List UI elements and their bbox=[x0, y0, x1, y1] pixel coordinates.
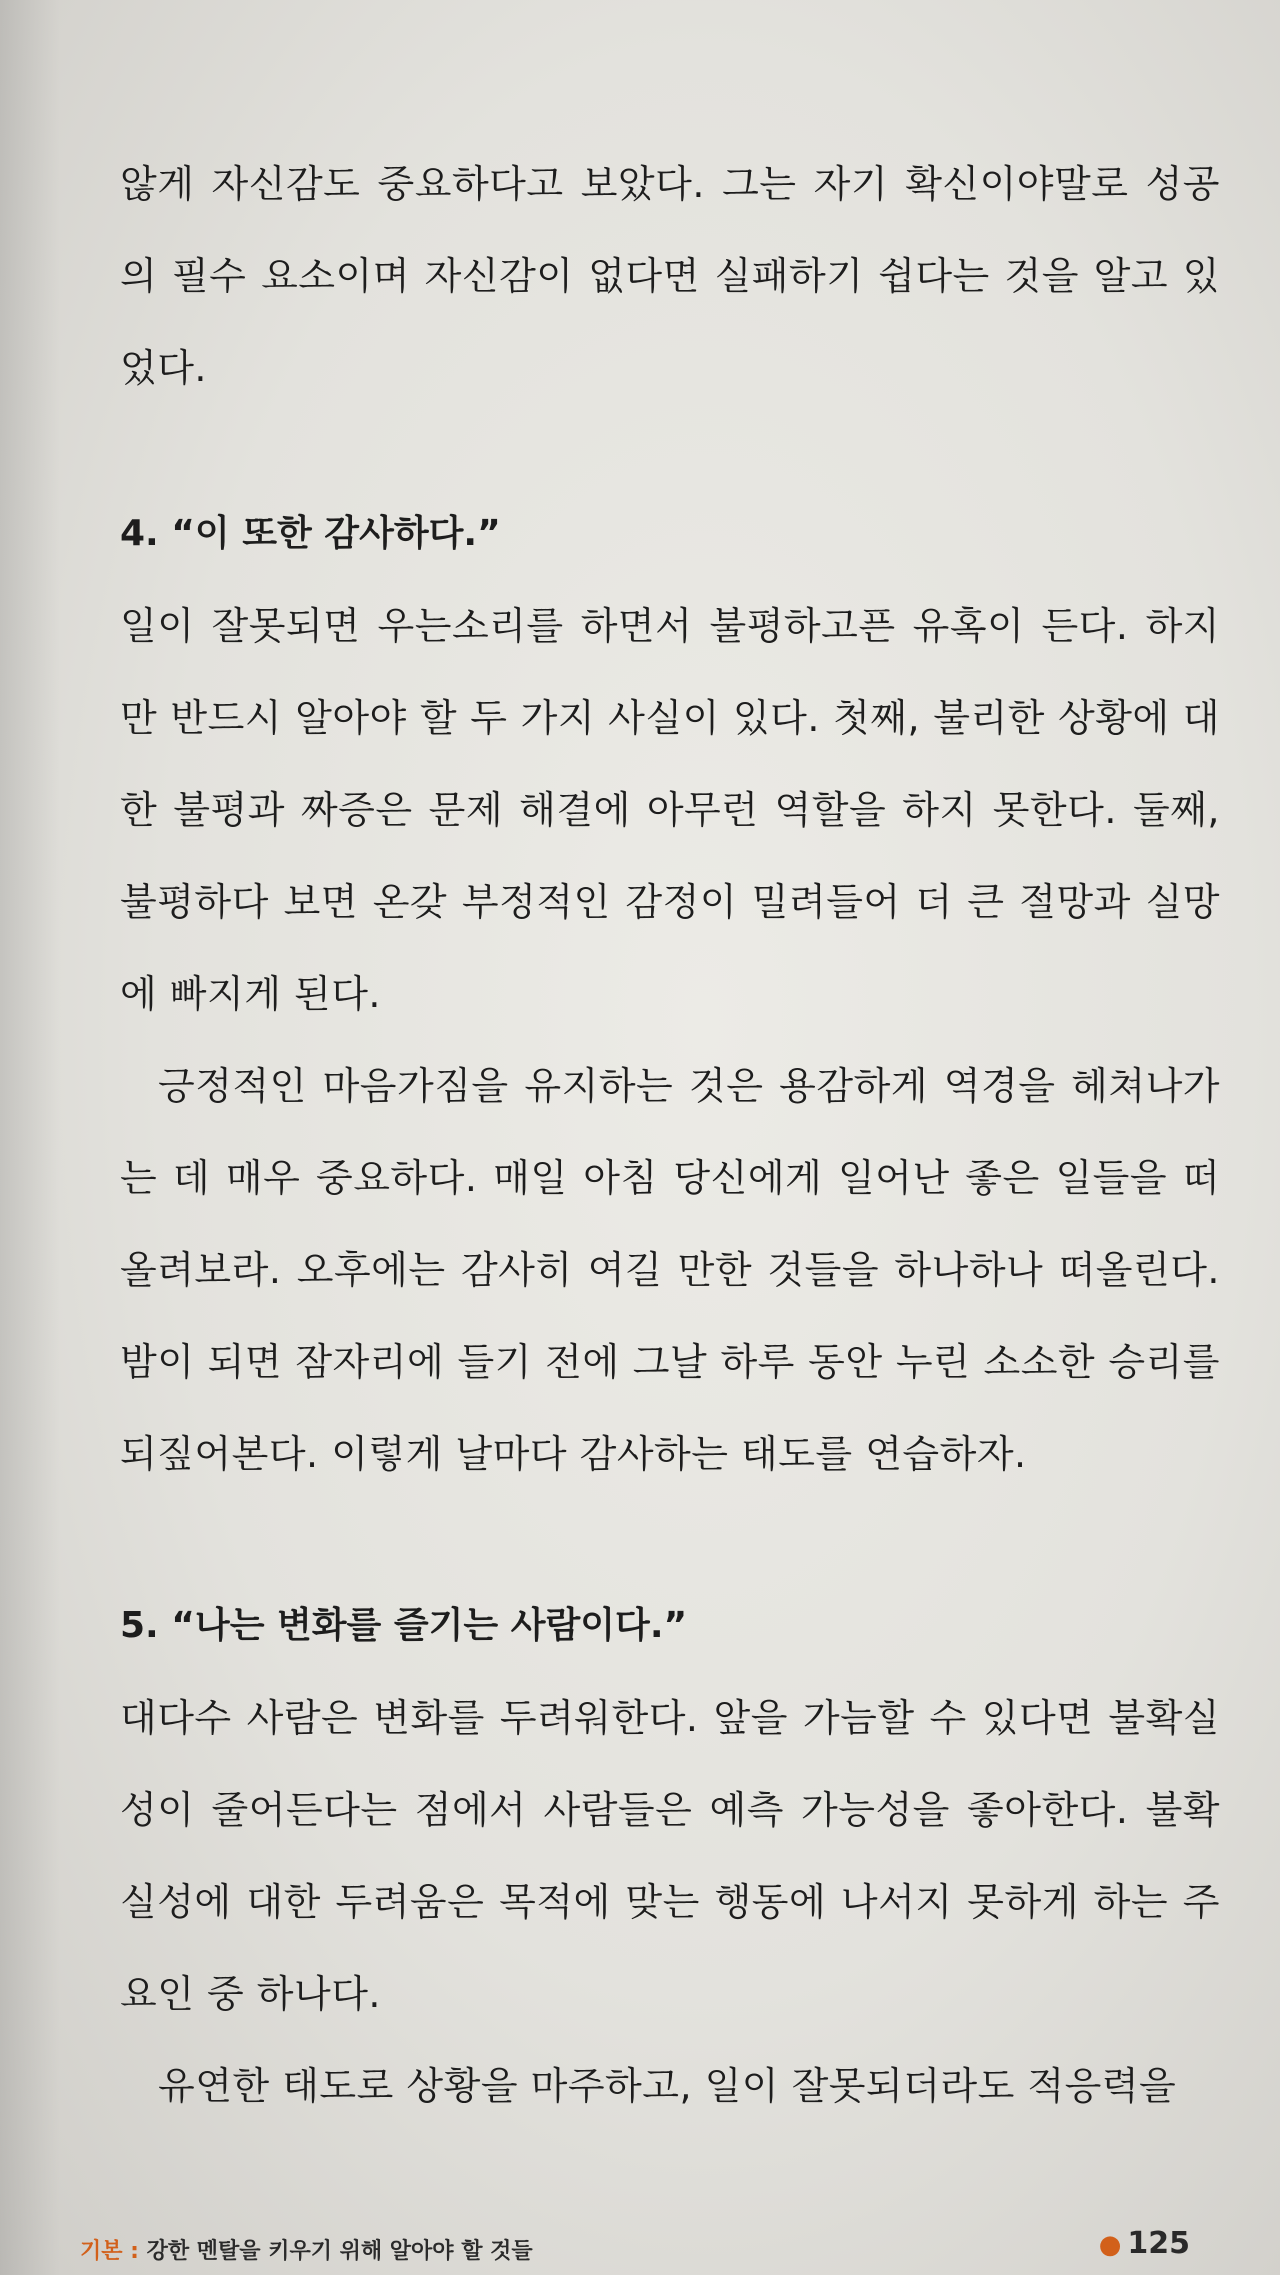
section-5-heading: 5. “나는 변화를 즐기는 사람이다.” bbox=[120, 1605, 688, 1646]
intro-paragraph: 않게 자신감도 중요하다고 보았다. 그는 자기 확신이야말로 성공의 필수 요소이며 자신감이 없다면 실패하기 쉽다는 것을 알고 있었다. bbox=[120, 162, 1220, 390]
page-number-bullet-icon: ● bbox=[1098, 2230, 1122, 2260]
page-footer bbox=[80, 2226, 1190, 2266]
running-footer bbox=[80, 2234, 533, 2265]
page-number-block bbox=[1099, 2226, 1190, 2261]
section-4-paragraph-1: 일이 잘못되면 우는소리를 하면서 불평하고픈 유혹이 든다. 하지만 반드시 알아야 할 두 가지 사실이 있다. 첫째, 불리한 상황에 대한 불평과 짜증은 문제 해결에 아무런 역할을 하지 못한다. 둘째, 불평하다 보면 온갖 부정적인 감정이 밀려들어 더 큰 절망과 실망에 빠지게 된다. bbox=[120, 604, 1220, 1016]
section-5-paragraph-1: 대다수 사람은 변화를 두려워한다. 앞을 가늠할 수 있다면 불확실성이 줄어든다는 점에서 사람들은 예측 가능성을 좋아한다. 불확실성에 대한 두려움은 목적에 맞는 행동에 나서지 못하게 하는 주요인 중 하나다. bbox=[120, 1696, 1220, 2016]
section-4-heading: 4. “이 또한 감사하다.” bbox=[120, 513, 501, 554]
page-number: 125 bbox=[1127, 2226, 1190, 2261]
footer-chapter-title: 강한 멘탈을 키우기 위해 알아야 할 것들 bbox=[146, 2239, 533, 2264]
section-4-paragraph-2: 긍정적인 마음가짐을 유지하는 것은 용감하게 역경을 헤쳐나가는 데 매우 중요하다. 매일 아침 당신에게 일어난 좋은 일들을 떠올려보라. 오후에는 감사히 여길 만한 것들을 하나하나 떠올린다. 밤이 되면 잠자리에 들기 전에 그날 하루 동안 누린 소소한 승리를 되짚어본다. 이렇게 날마다 감사하는 태도를 연습하자. bbox=[120, 1064, 1220, 1476]
footer-section-label: 기본 : bbox=[80, 2239, 139, 2264]
page-gutter-shadow bbox=[0, 0, 60, 2275]
section-5-paragraph-2: 유연한 태도로 상황을 마주하고, 일이 잘못되더라도 적응력을 bbox=[158, 2064, 1177, 2108]
page-body bbox=[120, 138, 1220, 2132]
